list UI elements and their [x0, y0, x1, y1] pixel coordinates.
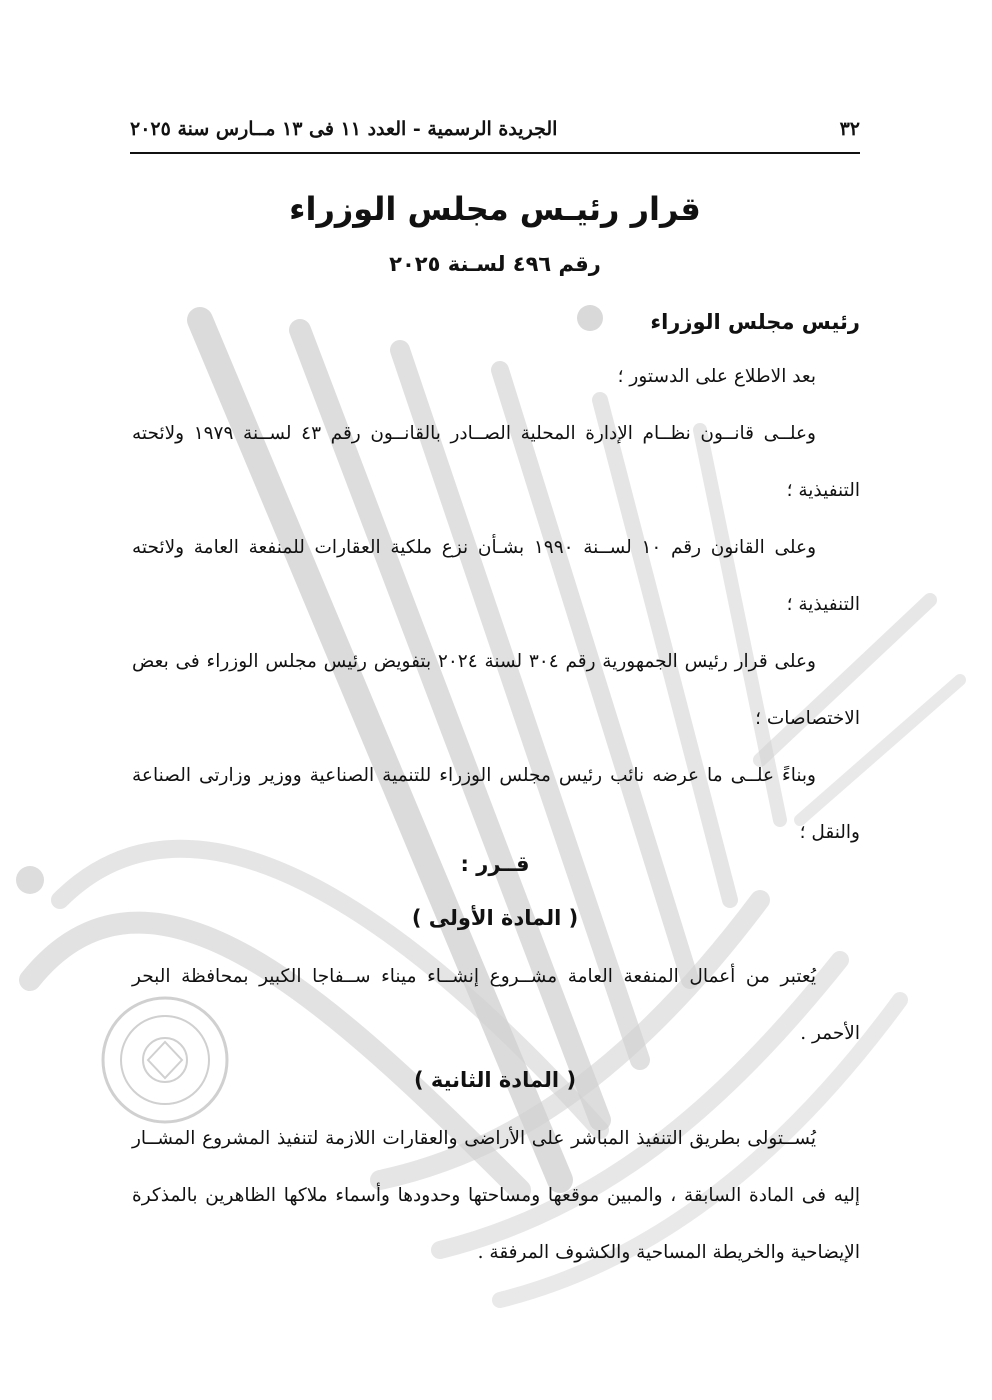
gazette-line: الجريدة الرسمية - العدد ١١ فى ١٣ مــارس سنة ٢٠٢٥ [130, 118, 558, 140]
decree-number: رقم ٤٩٦ لسـنة ٢٠٢٥ [389, 252, 601, 276]
page-number: ٣٢ [839, 118, 860, 140]
preamble-paragraph: وعلى قرار رئيس الجمهورية رقم ٣٠٤ لسنة ٢٠٢٤ بتفويض رئيس مجلس الوزراء فى بعض الاختصاصات ؛ [132, 651, 860, 729]
page-header [130, 112, 860, 146]
decided-heading: قــرر : [460, 852, 530, 876]
article-heading: ( المادة الثانية ) [413, 1068, 577, 1092]
preamble-paragraph: وعلى القانون رقم ١٠ لســنة ١٩٩٠ بشـأن نزع ملكية العقارات للمنفعة العامة ولائحته التنفيذية ؛ [132, 537, 860, 615]
article-heading: ( المادة الأولى ) [411, 906, 579, 930]
preamble-paragraph: بعد الاطلاع على الدستور ؛ [617, 366, 816, 387]
article-text: يُســتولى بطريق التنفيذ المباشر على الأراضى والعقارات اللازمة لتنفيذ المشروع المشــار إليه فى المادة السابقة ، والمبين موقعها ومساحتها وحدودها وأسماء ملاكها الظاهرين بالمذكرة الإيضاحية والخريطة المساحية والكشوف المرفقة . [132, 1128, 860, 1263]
header-divider [130, 152, 860, 154]
article-text: يُعتبر من أعمال المنفعة العامة مشــروع إنشــاء ميناء ســفاجا الكبير بمحافظة البحر الأحمر . [132, 966, 860, 1044]
preamble-paragraph: وعلــى قانــون نظــام الإدارة المحلية الصــادر بالقانــون رقم ٤٣ لســنة ١٩٧٩ ولائحته التنفيذية ؛ [132, 423, 860, 501]
decree-issuer: رئيس مجلس الوزراء [650, 310, 860, 334]
decree-title: قرار رئيـس مجلس الوزراء [289, 190, 701, 228]
preamble-paragraph: وبناءً علــى ما عرضه نائب رئيس مجلس الوزراء للتنمية الصناعية ووزير وزارتى الصناعة والنقل ؛ [132, 765, 860, 843]
